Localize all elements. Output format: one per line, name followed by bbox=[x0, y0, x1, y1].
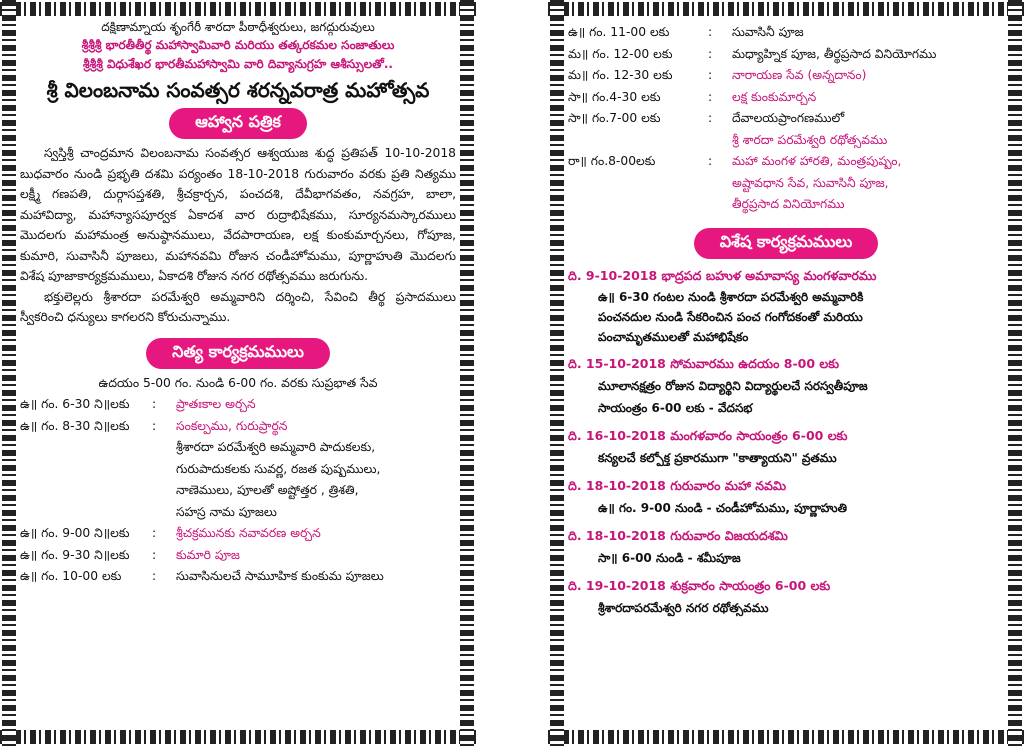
event-detail: ఉ॥ 6-30 గంటల నుండి శ్రీశారదా పరమేశ్వరి అమ్మవారికి bbox=[598, 289, 864, 304]
schedule-row: ఉ॥ గం. 10-00 లకు : సువాసినులచే సామూహిక కుంకుమ పూజలు bbox=[20, 569, 384, 583]
special-events bbox=[568, 265, 1004, 619]
intro-paragraph: స్వస్తిశ్రీ చాంద్రమాన విలంబనామ సంవత్సర ఆశ్వయుజ శుద్ధ ప్రతిపత్ 10-10-2018 బుధవారం నుండి ప్రభృతి దశమి పర్యంతం 18-10-2018 గురువారం వరకు ప్రతి నిత్యము లక్ష్మీ గణపతి, దుర్గాసప్తశతి, శ్రీచక్రార్చన, పంచదశి, దేవీభాగవతం, నవగ్రహ, బాలా, మహావిద్యా, మహాన్యాసపూర్వక ఏకాదశ వార రుద్రాభిషేకము, సూర్యనమస్కారములు మొదలగు మహామంత్ర అనుష్ఠానములు, వేదపారాయణ, లక్ష కుంకుమార్చనలు, గోపూజ, కుమారి, సువాసినీ పూజలు, మహానవమి రోజున చండీహోమము, పూర్ణాహుతి మొదలగు విశేష పూజాకార్యక్రమములు, ఏకాదశి రోజున నగర రథోత్సవము జరుగును. bbox=[20, 146, 456, 283]
event-detail: పంచామృతములతో మహాభిషేకం bbox=[598, 329, 749, 344]
devotee-paragraph: భక్తులెల్లరు శ్రీశారదా పరమేశ్వరి అమ్మవారిని దర్శించి, సేవించి తీర్థ ప్రసాదములు స్వీకరించి ధన్యులు కాగలరని కోరుచున్నాము. bbox=[20, 289, 456, 324]
decorative-border-right bbox=[460, 0, 474, 746]
right-panel bbox=[548, 0, 1024, 746]
schedule-row: ఉ॥ గం. 8-30 ని॥లకు : సంకల్పము, గురుప్రార్థన bbox=[20, 418, 288, 433]
event-detail: కన్యలచే కల్పోక్త ప్రకారముగా "కాత్యాయని" వ్రతము bbox=[598, 450, 837, 465]
schedule-row: ఉ॥ గం. 6-30 ని॥లకు : ప్రాతఃకాల అర్చన bbox=[20, 397, 256, 411]
decorative-border-right bbox=[1008, 0, 1022, 746]
schedule-row: మ॥ గం. 12-00 లకు : మధ్యాహ్నిక పూజ, తీర్థప్రసాద వినియోగము bbox=[568, 46, 937, 61]
schedule-row: తీర్థప్రసాద వినియోగము bbox=[732, 197, 845, 211]
schedule-row: సా॥ గం.4-30 లకు : లక్ష కుంకుమార్చన bbox=[568, 89, 817, 104]
daily-schedule bbox=[20, 394, 456, 588]
schedule-row: అష్టావధాన సేవ, సువాసినీ పూజ, bbox=[732, 175, 889, 190]
header-line-3: శ్రీశ్రీశ్రీ విధుశేఖర భారతీమహాస్వామి వారి దివ్యానుగ్రహ ఆశీస్సులతో.. bbox=[83, 57, 393, 71]
schedule-row: రా॥ గం.8-00లకు : మహా మంగళ హారతి, మంత్రపుష్పం, bbox=[568, 154, 902, 168]
event-detail: పంచనదుల నుండి సేకరించిన పంచ గంగోదకంతో మరియు bbox=[598, 309, 863, 324]
event-heading: ది. 16-10-2018 మంగళవారం సాయంత్రం 6-00 లకు bbox=[568, 427, 848, 443]
schedule-row: సా॥ గం.7-00 లకు : దేవాలయప్రాంగణములో bbox=[568, 111, 845, 125]
event-heading: ది. 9-10-2018 భాద్రపద బహుళ అమావాస్య మంగళవారము bbox=[568, 267, 877, 283]
event-heading: ది. 18-10-2018 గురువారం మహా నవమి bbox=[568, 477, 787, 493]
decorative-border-bottom bbox=[0, 730, 476, 744]
decorative-border-left bbox=[550, 0, 564, 746]
event-detail: సాయంత్రం 6-00 లకు - వేదసభ bbox=[598, 400, 753, 415]
schedule-row: ఉ॥ గం. 11-00 లకు : సువాసినీ పూజ bbox=[568, 25, 804, 39]
event-heading: ది. 18-10-2018 గురువారం విజయదశమి bbox=[568, 527, 788, 543]
decorative-border-top bbox=[0, 2, 476, 16]
schedule-row: మ॥ గం. 12-30 లకు : నారాయణ సేవ (అన్నదానం) bbox=[568, 68, 867, 82]
invitation-pill: ఆహ్వాన పత్రిక bbox=[169, 108, 307, 139]
decorative-border-top bbox=[548, 2, 1024, 16]
decorative-border-left bbox=[2, 0, 16, 746]
schedule-row: శ్రీ శారదా పరమేశ్వరి రథోత్సవము bbox=[732, 132, 888, 147]
event-detail: సా॥ 6-00 నుండి - శమీపూజ bbox=[598, 550, 741, 565]
event-heading: ది. 19-10-2018 శుక్రవారం సాయంత్రం 6-00 లకు bbox=[568, 577, 831, 593]
page-title: శ్రీ విలంబనామ సంవత్సర శరన్నవరాత్ర మహోత్సవ bbox=[46, 78, 430, 102]
special-programs-pill: విశేష కార్యక్రమములు bbox=[694, 228, 878, 259]
schedule-row: సహస్ర నామ పూజలు bbox=[176, 504, 277, 519]
schedule-row: నాణెములు, పూలతో అష్టోత్తర , త్రిశతి, bbox=[176, 483, 359, 497]
event-detail: శ్రీశారదాపరమేశ్వరి నగర రథోత్సవము bbox=[598, 600, 769, 615]
event-heading: ది. 15-10-2018 సోమవారము ఉదయం 8-00 లకు bbox=[568, 355, 840, 371]
afternoon-schedule bbox=[568, 22, 1004, 216]
event-detail: మూలానక్షత్రం రోజున విద్యార్థిని విద్యార్థులచే సరస్వతీపూజ bbox=[598, 378, 868, 393]
schedule-row: శ్రీశారదా పరమేశ్వరి అమ్మవారి పాదుకలకు, bbox=[176, 440, 376, 454]
decorative-border-bottom bbox=[548, 730, 1024, 744]
daily-programs-pill: నిత్య కార్యక్రమములు bbox=[146, 338, 330, 369]
left-panel bbox=[0, 0, 476, 746]
schedule-row: ఉ॥ గం. 9-30 ని॥లకు : కుమారి పూజ bbox=[20, 547, 240, 562]
daily-intro: ఉదయం 5-00 గం. నుండి 6-00 గం. వరకు సుప్రభాత సేవ bbox=[98, 375, 378, 390]
schedule-row: ఉ॥ గం. 9-00 ని॥లకు : శ్రీచక్రమునకు నవావరణ అర్చన bbox=[20, 526, 321, 540]
header-line-2: శ్రీశ్రీశ్రీ భారతీతీర్థ మహాస్వామివారి మరియు తత్కరకమల సంజాతులు bbox=[81, 38, 395, 52]
header-line-1: దక్షిణామ్నాయ శృంగేరీ శారదా పీఠాధీశ్వరులు, జగద్గురువులు bbox=[101, 20, 375, 34]
event-detail: ఉ॥ గం. 9-00 నుండి - చండీహోమము, పూర్ణాహుతి bbox=[598, 500, 847, 515]
schedule-row: గురుపాదుకలకు సువర్ణ, రజత పుష్పములు, bbox=[176, 461, 381, 476]
